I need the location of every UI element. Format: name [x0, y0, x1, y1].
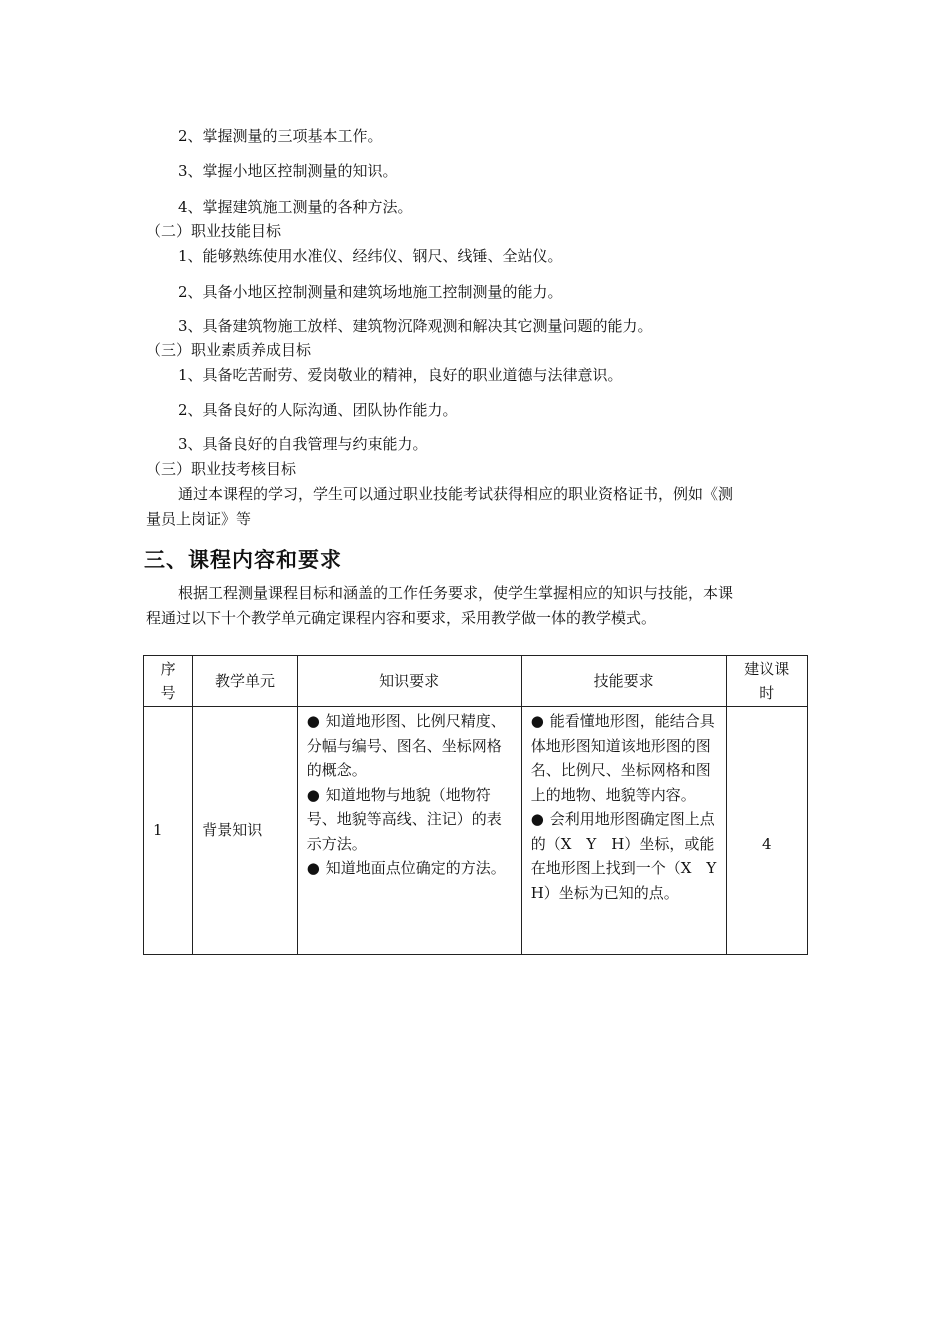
skill-goal-3: 3、具备建筑物施工放样、建筑物沉降观测和解决其它测量问题的能力。	[178, 317, 653, 335]
bullet-icon: ●	[530, 712, 544, 730]
knowledge-item-text: 知道地面点位确定的方法。	[325, 859, 506, 877]
knowledge-item	[307, 856, 515, 881]
header-hours-line2: 时	[759, 684, 775, 702]
header-skill: 技能要求	[521, 656, 726, 707]
section-3-intro-line2: 程通过以下十个教学单元确定课程内容和要求，采用教学做一体的教学模式。	[146, 609, 657, 627]
table-row	[144, 707, 808, 955]
quality-goals-heading: （三）职业素质养成目标	[146, 341, 312, 359]
header-num	[144, 656, 193, 707]
header-num-line1: 序	[160, 659, 176, 678]
bullet-icon: ●	[530, 810, 544, 828]
row-num: 1	[144, 707, 193, 955]
row-skill	[521, 707, 732, 955]
knowledge-goal-3: 3、掌握小地区控制测量的知识。	[178, 162, 398, 180]
table-header-row	[144, 656, 808, 707]
skill-item-text: 能看懂地形图，能结合具体地形图知道该地形图的图名、比例尺、坐标网格和图上的地物、地貌等内容。	[530, 712, 715, 804]
skill-item-text: 会利用地形图确定图上点的（X Y H）坐标，或能在地形图上找到一个（X Y H）坐标为已知的点。	[530, 810, 732, 902]
knowledge-item	[307, 783, 515, 857]
quality-goal-3: 3、具备良好的自我管理与约束能力。	[178, 435, 428, 453]
skill-item	[530, 807, 732, 905]
knowledge-list	[298, 707, 521, 883]
header-hours	[726, 656, 807, 707]
bullet-icon: ●	[306, 859, 320, 877]
knowledge-item-text: 知道地形图、比例尺精度、分幅与编号、图名、坐标网格的概念。	[306, 712, 506, 779]
knowledge-item-text: 知道地物与地貌（地物符号、地貌等高线、注记）的表示方法。	[306, 785, 502, 853]
knowledge-item	[307, 709, 515, 783]
knowledge-goal-4: 4、掌握建筑施工测量的各种方法。	[178, 198, 413, 216]
header-knowledge: 知识要求	[297, 656, 521, 707]
bullet-icon: ●	[306, 712, 320, 730]
row-hours: 4	[726, 707, 807, 955]
skill-list	[522, 707, 732, 907]
row-knowledge	[297, 707, 521, 955]
bullet-icon: ●	[306, 785, 320, 804]
section-3-intro-line1: 根据工程测量课程目标和涵盖的工作任务要求，使学生掌握相应的知识与技能，本课	[178, 584, 734, 602]
course-content-table	[143, 655, 808, 955]
skill-goal-1: 1、能够熟练使用水准仪、经纬仪、钢尺、线锤、全站仪。	[178, 247, 563, 265]
section-3-title: 三、课程内容和要求	[144, 548, 342, 572]
header-unit: 教学单元	[193, 656, 297, 707]
exam-goals-heading: （三）职业技考核目标	[146, 460, 297, 478]
quality-goal-2: 2、具备良好的人际沟通、团队协作能力。	[178, 401, 458, 419]
row-unit: 背景知识	[193, 707, 297, 955]
skill-goal-2: 2、具备小地区控制测量和建筑场地施工控制测量的能力。	[178, 283, 563, 301]
knowledge-goal-2: 2、掌握测量的三项基本工作。	[178, 127, 383, 145]
quality-goal-1: 1、具备吃苦耐劳、爱岗敬业的精神，良好的职业道德与法律意识。	[178, 366, 623, 384]
header-num-line2: 号	[160, 684, 176, 702]
header-hours-line1: 建议课	[744, 659, 790, 678]
exam-goal-text-line1: 通过本课程的学习，学生可以通过职业技能考试获得相应的职业资格证书，例如《测	[178, 485, 734, 503]
skill-goals-heading: （二）职业技能目标	[146, 222, 282, 240]
exam-goal-text-line2: 量员上岗证》等	[146, 510, 252, 528]
skill-item	[531, 709, 720, 807]
